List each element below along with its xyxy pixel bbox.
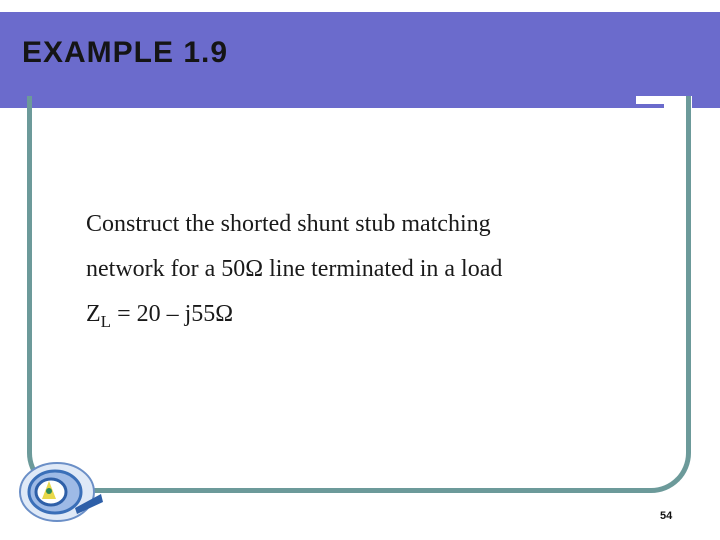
logo-accent-dot	[46, 488, 52, 494]
title-bar-edge	[692, 12, 720, 108]
slide-number: 54	[660, 510, 673, 522]
body-line-2: network for a 50Ω line terminated in a load	[86, 256, 503, 282]
formula-expression: = 20 – j55Ω	[111, 301, 234, 327]
body-line-1: Construct the shorted shunt stub matching	[86, 211, 491, 237]
university-logo-icon	[17, 452, 105, 524]
formula-subscript: L	[100, 312, 112, 331]
load-impedance-formula	[86, 292, 646, 344]
slide-title: EXAMPLE 1.9	[22, 36, 229, 69]
problem-statement	[86, 202, 646, 344]
formula-symbol: Z	[86, 301, 101, 327]
